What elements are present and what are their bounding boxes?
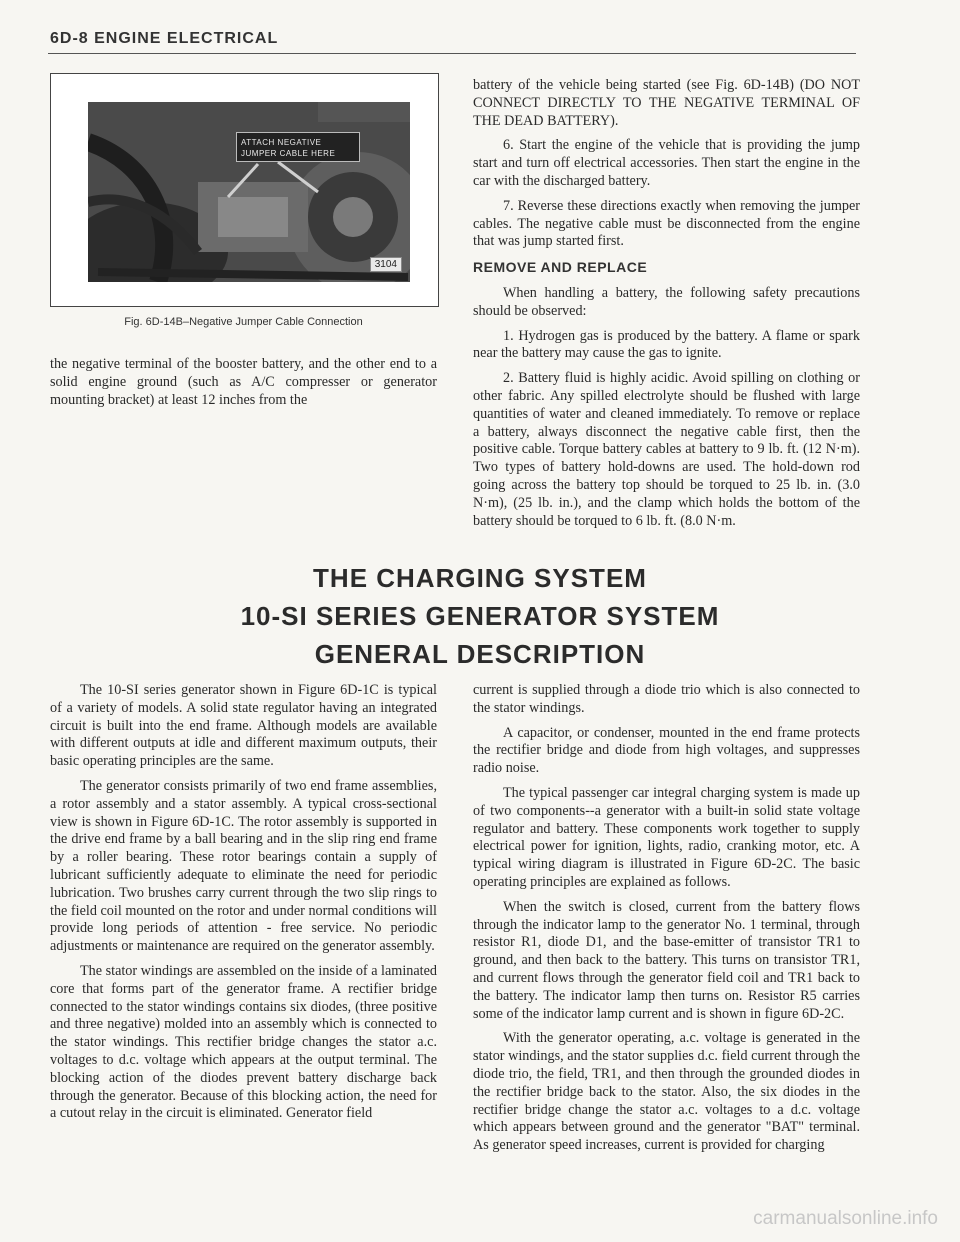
paragraph: The typical passenger car integral charging system is made up of two components--a generator with a built-in solid state voltage regulator and battery. These components work together to supply electrical power for ignition, lights, radio, cranking motor, etc. A typical wiring diagram is illustrated in Figure 6D-2C. The basic operating principles are explained as follows. (473, 784, 860, 890)
figure-caption: Fig. 6D-14B–Negative Jumper Cable Connection (124, 316, 363, 328)
paragraph: the negative terminal of the booster battery, and the other end to a solid engine ground (such as A/C compresser or generator mounting bracket) at least 12 inches from the (50, 356, 437, 408)
section-title: 10-SI SERIES GENERATOR SYSTEM (240, 601, 720, 631)
paragraph: 6. Start the engine of the vehicle that is providing the jump start and turn off electrical accessories. Then start the engine in the car with the discharged battery. (473, 137, 860, 189)
sign-line-2: JUMPER CABLE HERE (241, 149, 336, 158)
paragraph: battery of the vehicle being started (see Fig. 6D-14B) (DO NOT CONNECT DIRECTLY TO THE NEGATIVE TERMINAL OF THE DEAD BATTERY). (473, 77, 860, 129)
paragraph: current is supplied through a diode trio which is also connected to the stator windings. (473, 682, 860, 716)
paragraph: The generator consists primarily of two end frame assemblies, a rotor assembly and a stator assembly. A typical cross-sectional view is shown in Figure 6D-1C. The rotor assembly is supported in the drive end frame by a ball bearing and in the slip ring end frame by a roller bearing. These rotor bearings contain a supply of lubricant sufficiently adequate to eliminate the need for periodic lubrication. Two brushes carry current through the two slip rings to the field coil mounted on the rotor and under normal conditions will provide long periods of attention - free service. No periodic adjustments or maintenance are required on the generator assembly. (50, 777, 437, 955)
section-subhead: REMOVE AND REPLACE (473, 259, 648, 276)
sign-line-1: ATTACH NEGATIVE (241, 138, 322, 147)
paragraph: 7. Reverse these directions exactly when removing the jumper cables. The negative cable must be disconnected from the engine that was jump started first. (473, 197, 860, 250)
right-column-bottom (473, 682, 860, 1162)
left-column-top (50, 356, 437, 416)
paragraph: 1. Hydrogen gas is produced by the battery. A flame or spark near the battery may cause the gas to ignite. (473, 327, 860, 362)
right-column-top (473, 77, 860, 537)
paragraph: 2. Battery fluid is highly acidic. Avoid spilling on clothing or other fabric. Any spilled electrolyte should be flushed with large quantities of water and cleaned immediately. To remove or replace a battery, always disconnect the negative cable first, then the positive cable. Torque battery cables at battery to 9 lb. ft. (12 N·m). Two types of battery hold-downs are used. The hold-down rod going across the battery top should be torqued to 25 lb. in. (3.0 N·m), (25 lb. in.), and the clamp which holds the bottom of the battery should be torqued to 6 lb. ft. (8.0 N·m. (473, 370, 860, 529)
paragraph: The 10-SI series generator shown in Figure 6D-1C is typical of a variety of models. A solid state regulator having an integrated circuit is built into the end frame. Although models are available with different outputs at idle and different maximum outputs, their basic operating principles are the same. (50, 682, 437, 770)
paragraph: When handling a battery, the following safety precautions should be observed: (473, 284, 860, 319)
engine-photo (88, 102, 410, 282)
left-column-bottom (50, 682, 437, 1130)
attach-negative-sign (236, 132, 360, 162)
paragraph: A capacitor, or condenser, mounted in the end frame protects the rectifier bridge and diode from high voltages, and suppresses radio noise. (473, 724, 860, 777)
photo-number: 3104 (370, 257, 402, 272)
watermark-link[interactable]: carmanualsonline.info (753, 1208, 938, 1229)
engine-photo-illustration (88, 102, 410, 282)
paragraph: The stator windings are assembled on the inside of a laminated core that forms part of the generator frame. A rectifier bridge connected to the stator windings contains six diodes, (three positive and three negative) molded into an assembly which is connected to the stator windings. This rectifier bridge changes the stator a.c. voltages to d.c. voltage which appears at the output terminal. The blocking action of the diodes prevent battery discharge back through the generator. Because of this blocking action, the need for a cutout relay in the circuit is eliminated. Generator field (50, 962, 437, 1122)
page-header: 6D-8 ENGINE ELECTRICAL (50, 30, 279, 47)
paragraph: When the switch is closed, current from the battery flows through the indicator lamp to the generator No. 1 terminal, through resistor R1, diode D1, and the base-emitter of transistor TR1 to ground, and then back to the battery. This turns on transistor TR1, and current flows through the generator field coil and TR1 back to the battery. The indicator lamp then turns on. Resistor R5 carries some of the indicator lamp current and is shown in figure 6D-2C. (473, 898, 860, 1022)
paragraph: With the generator operating, a.c. voltage is generated in the stator windings, and the stator supplies d.c. field current through the diode trio, the field, TR1, and then through the grounded diodes in the rectifier bridge back to the stator. Also, the six diodes in the rectifier bridge change the stator a.c. voltages to a d.c. voltage which appears between ground and the generator "BAT" terminal. As generator speed increases, current is provided for charging (473, 1030, 860, 1154)
header-divider (48, 53, 856, 54)
section-title: GENERAL DESCRIPTION (314, 639, 646, 669)
section-title: THE CHARGING SYSTEM (313, 563, 647, 593)
